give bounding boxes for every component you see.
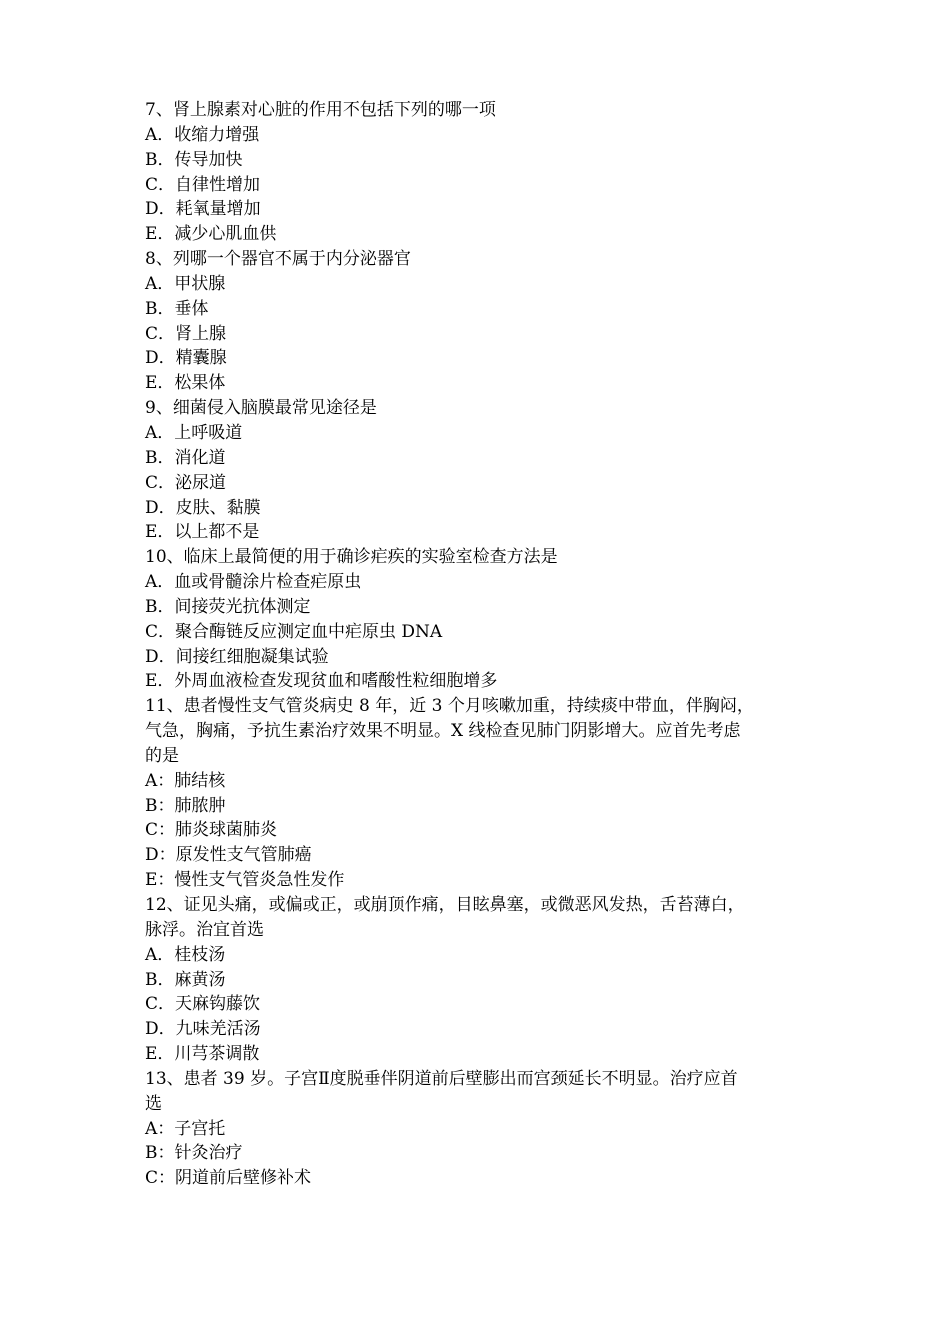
question-12-option-a: A．桂枝汤 [145, 944, 226, 965]
question-11-stem-line-1: 11、患者慢性支气管炎病史 8 年，近 3 个月咳嗽加重，持续痰中带血，伴胸闷， [145, 696, 754, 717]
question-12-option-c: C．天麻钩藤饮 [145, 994, 261, 1015]
question-12-stem-line-2: 脉浮。治宜首选 [145, 919, 264, 940]
question-10-option-d: D．间接红细胞凝集试验 [145, 646, 329, 667]
question-7-stem: 7、肾上腺素对心脏的作用不包括下列的哪一项 [145, 100, 496, 120]
question-12-option-e: E．川芎茶调散 [145, 1044, 260, 1065]
question-10-option-b: B．间接荧光抗体测定 [145, 596, 311, 617]
question-11-option-a: A：肺结核 [145, 770, 226, 791]
question-10-stem: 10、临床上最简便的用于确诊疟疾的实验室检查方法是 [145, 547, 558, 568]
question-7-option-d: D．耗氧量增加 [145, 199, 261, 220]
question-8-option-a: A．甲状腺 [145, 273, 226, 294]
question-9-option-b: B．消化道 [145, 447, 226, 468]
question-9-option-c: C．泌尿道 [145, 472, 227, 493]
question-10-option-c: C．聚合酶链反应测定血中疟原虫 DNA [145, 621, 443, 642]
question-11-option-b: B：肺脓肿 [145, 795, 226, 816]
question-13-option-b: B：针灸治疗 [145, 1143, 243, 1164]
question-12-option-d: D．九味羌活汤 [145, 1019, 261, 1040]
question-13-stem-line-1: 13、患者 39 岁。子宫Ⅱ度脱垂伴阴道前后壁膨出而宫颈延长不明显。治疗应首 [145, 1068, 738, 1089]
question-8-option-c: C．肾上腺 [145, 323, 227, 344]
document-body [145, 98, 813, 1191]
question-9-option-a: A．上呼吸道 [145, 422, 243, 443]
question-7-option-b: B．传导加快 [145, 149, 243, 170]
question-10-option-e: E．外周血液检查发现贫血和嗜酸性粒细胞增多 [145, 671, 498, 692]
question-11-option-c: C：肺炎球菌肺炎 [145, 820, 278, 841]
question-7-option-a: A．收缩力增强 [145, 124, 260, 145]
question-8-stem: 8、列哪一个器官不属于内分泌器官 [145, 249, 411, 270]
question-8-option-b: B．垂体 [145, 298, 209, 319]
question-10-option-a: A．血或骨髓涂片检查疟原虫 [145, 572, 362, 593]
question-8-option-d: D．精囊腺 [145, 348, 227, 369]
question-7-option-e: E．减少心肌血供 [145, 224, 277, 245]
question-11-stem-line-2: 气急，胸痛，予抗生素治疗效果不明显。X 线检查见肺门阴影增大。应首先考虑 [145, 721, 741, 742]
question-11-stem-line-3: 的是 [145, 745, 179, 766]
question-13-option-a: A：子宫托 [145, 1118, 226, 1139]
question-11-option-d: D：原发性支气管肺癌 [145, 845, 312, 866]
question-9-stem: 9、细菌侵入脑膜最常见途径是 [145, 398, 377, 419]
question-12-stem-line-1: 12、证见头痛，或偏或正，或崩顶作痛，目眩鼻塞，或微恶风发热，舌苔薄白， [145, 895, 745, 915]
question-9-option-d: D．皮肤、黏膜 [145, 497, 261, 518]
question-12-option-b: B．麻黄汤 [145, 969, 226, 990]
question-8-option-e: E．松果体 [145, 373, 226, 394]
question-9-option-e: E．以上都不是 [145, 522, 260, 543]
question-13-option-c: C：阴道前后壁修补术 [145, 1168, 312, 1189]
question-13-stem-line-2: 选 [145, 1093, 162, 1114]
question-11-option-e: E：慢性支气管炎急性发作 [145, 870, 345, 891]
question-7-option-c: C．自律性增加 [145, 174, 261, 195]
